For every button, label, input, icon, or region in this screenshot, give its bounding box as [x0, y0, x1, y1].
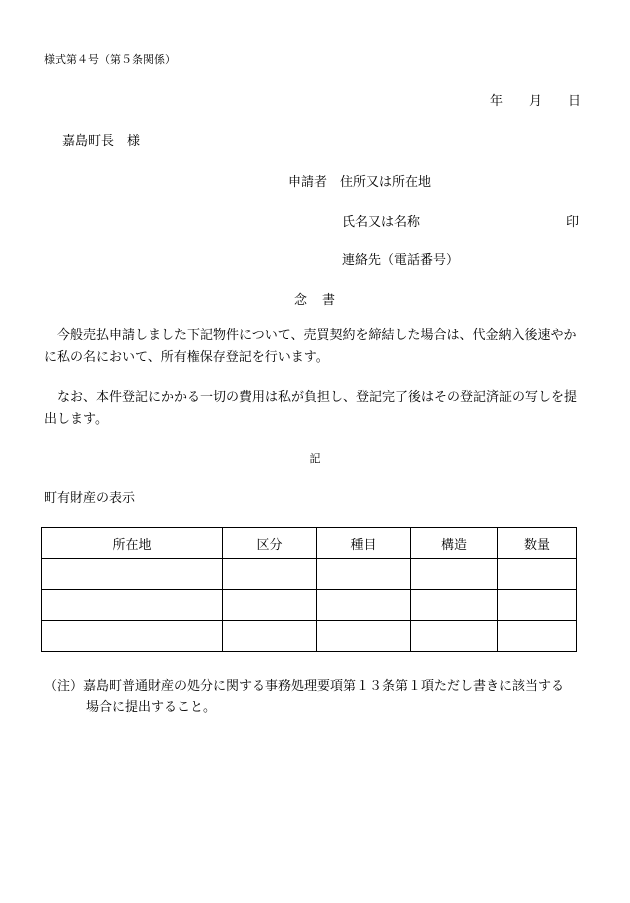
table-cell[interactable]: [42, 621, 223, 652]
table-cell[interactable]: [223, 621, 317, 652]
ki-label: 記: [309, 452, 321, 465]
table-cell[interactable]: [223, 590, 317, 621]
date-year: 年: [490, 94, 504, 109]
note-line-1: （注）嘉島町普通財産の処分に関する事務処理要項第１３条第１項ただし書きに該当する: [44, 679, 565, 694]
table-cell[interactable]: [411, 590, 498, 621]
header-quantity: 数量: [498, 528, 577, 559]
paragraph-2: なお、本件登記にかかる一切の費用は私が負担し、登記完了後はその登記済証の写しを提出します。: [44, 390, 578, 427]
applicant-name-label: 氏名又は名称: [342, 215, 421, 230]
header-structure: 構造: [411, 528, 498, 559]
header-location: 所在地: [42, 528, 223, 559]
table-cell[interactable]: [498, 621, 577, 652]
applicant-contact-label: 連絡先（電話番号）: [342, 253, 460, 268]
addressee: 嘉島町長 様: [62, 134, 141, 149]
table-cell[interactable]: [317, 559, 411, 590]
table-cell[interactable]: [411, 559, 498, 590]
date-line: [490, 90, 581, 109]
table-cell[interactable]: [317, 621, 411, 652]
table-row: [42, 621, 577, 652]
table-header-row: [42, 528, 577, 559]
date-month: 月: [529, 94, 543, 109]
table-cell[interactable]: [42, 590, 223, 621]
table-row: [42, 559, 577, 590]
applicant-address-label: 申請者 住所又は所在地: [288, 175, 432, 190]
seal-mark: 印: [566, 215, 580, 230]
note: [44, 676, 588, 718]
paragraph-1: 今般売払申請しました下記物件について、売買契約を締結した場合は、代金納入後速やかに私の名において、所有権保存登記を行います。: [44, 328, 577, 365]
table-row: [42, 590, 577, 621]
property-table: [41, 527, 577, 652]
table-cell[interactable]: [223, 559, 317, 590]
table-cell[interactable]: [42, 559, 223, 590]
table-cell[interactable]: [317, 590, 411, 621]
property-heading: 町有財産の表示: [44, 491, 136, 506]
table-cell[interactable]: [411, 621, 498, 652]
table-cell[interactable]: [498, 559, 577, 590]
header-type: 種目: [317, 528, 411, 559]
note-line-2: 場合に提出すること。: [86, 700, 217, 715]
form-number: 様式第４号（第５条関係）: [44, 53, 176, 66]
table-cell[interactable]: [498, 590, 577, 621]
document-title: 念 書: [293, 293, 336, 308]
header-category: 区分: [223, 528, 317, 559]
date-day: 日: [568, 94, 582, 109]
